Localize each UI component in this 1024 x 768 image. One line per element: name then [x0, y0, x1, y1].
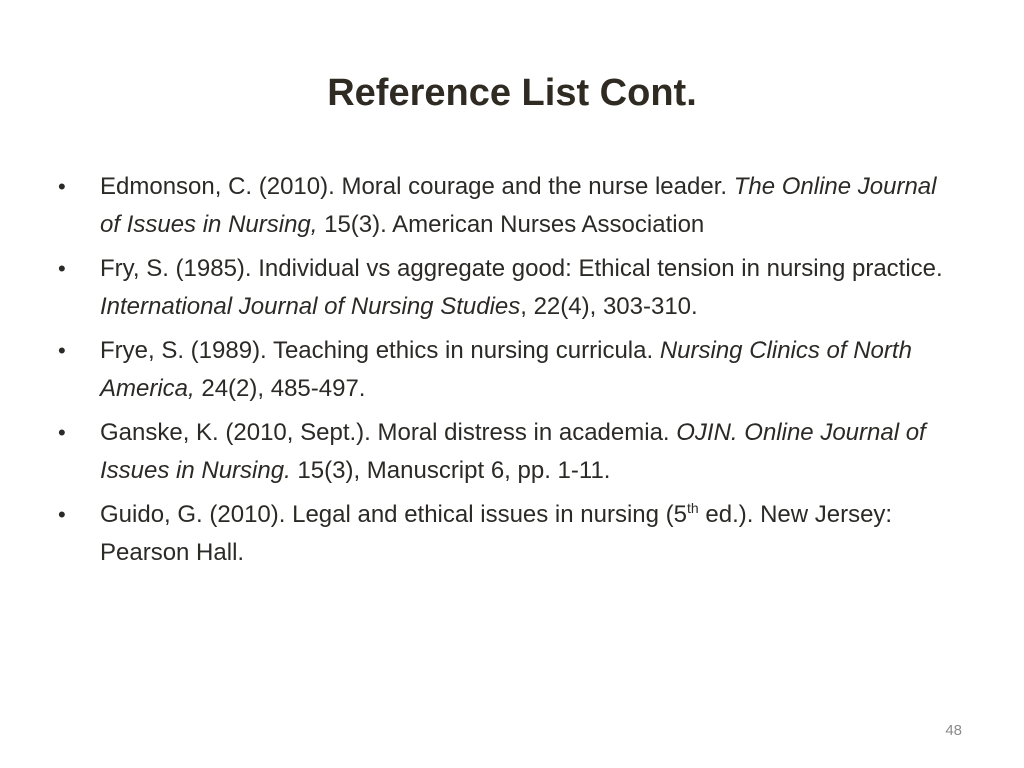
reference-details: 15(3), Manuscript 6, pp. 1-11.: [290, 457, 611, 484]
reference-text: Edmonson, C. (2010). Moral courage and the nurse leader.: [100, 173, 734, 200]
bullet-icon: •: [58, 174, 66, 199]
reference-journal: OJIN. Online Journal of Issues in Nursing.: [100, 419, 926, 484]
bullet-icon: •: [58, 256, 66, 281]
reference-details: 15(3). American Nurses Association: [317, 211, 705, 238]
reference-superscript: th: [687, 500, 699, 516]
bullet-icon: •: [58, 338, 66, 363]
slide-title: Reference List Cont.: [327, 72, 697, 114]
page-number: 48: [945, 722, 962, 739]
reference-details: , 22(4), 303-310.: [520, 293, 698, 320]
reference-item: [56, 332, 956, 408]
reference-details: 24(2), 485-497.: [194, 375, 366, 402]
reference-text: Guido, G. (2010). Legal and ethical issues in nursing (5: [100, 501, 688, 528]
reference-journal: Nursing Clinics of North America,: [100, 337, 912, 402]
reference-item: [56, 414, 956, 490]
reference-text: Ganske, K. (2010, Sept.). Moral distress in academia.: [100, 419, 677, 446]
reference-journal: The Online Journal of Issues in Nursing,: [100, 173, 937, 238]
reference-list: [56, 168, 956, 578]
reference-text: Frye, S. (1989). Teaching ethics in nursing curricula.: [100, 337, 660, 364]
reference-details: ed.). New Jersey: Pearson Hall.: [100, 501, 893, 566]
bullet-icon: •: [58, 502, 66, 527]
reference-item: [56, 168, 956, 244]
reference-item: [56, 496, 956, 572]
reference-journal: International Journal of Nursing Studies: [100, 293, 521, 320]
bullet-icon: •: [58, 420, 66, 445]
reference-item: [56, 250, 956, 326]
reference-text: Fry, S. (1985). Individual vs aggregate good: Ethical tension in nursing practice.: [100, 255, 943, 282]
